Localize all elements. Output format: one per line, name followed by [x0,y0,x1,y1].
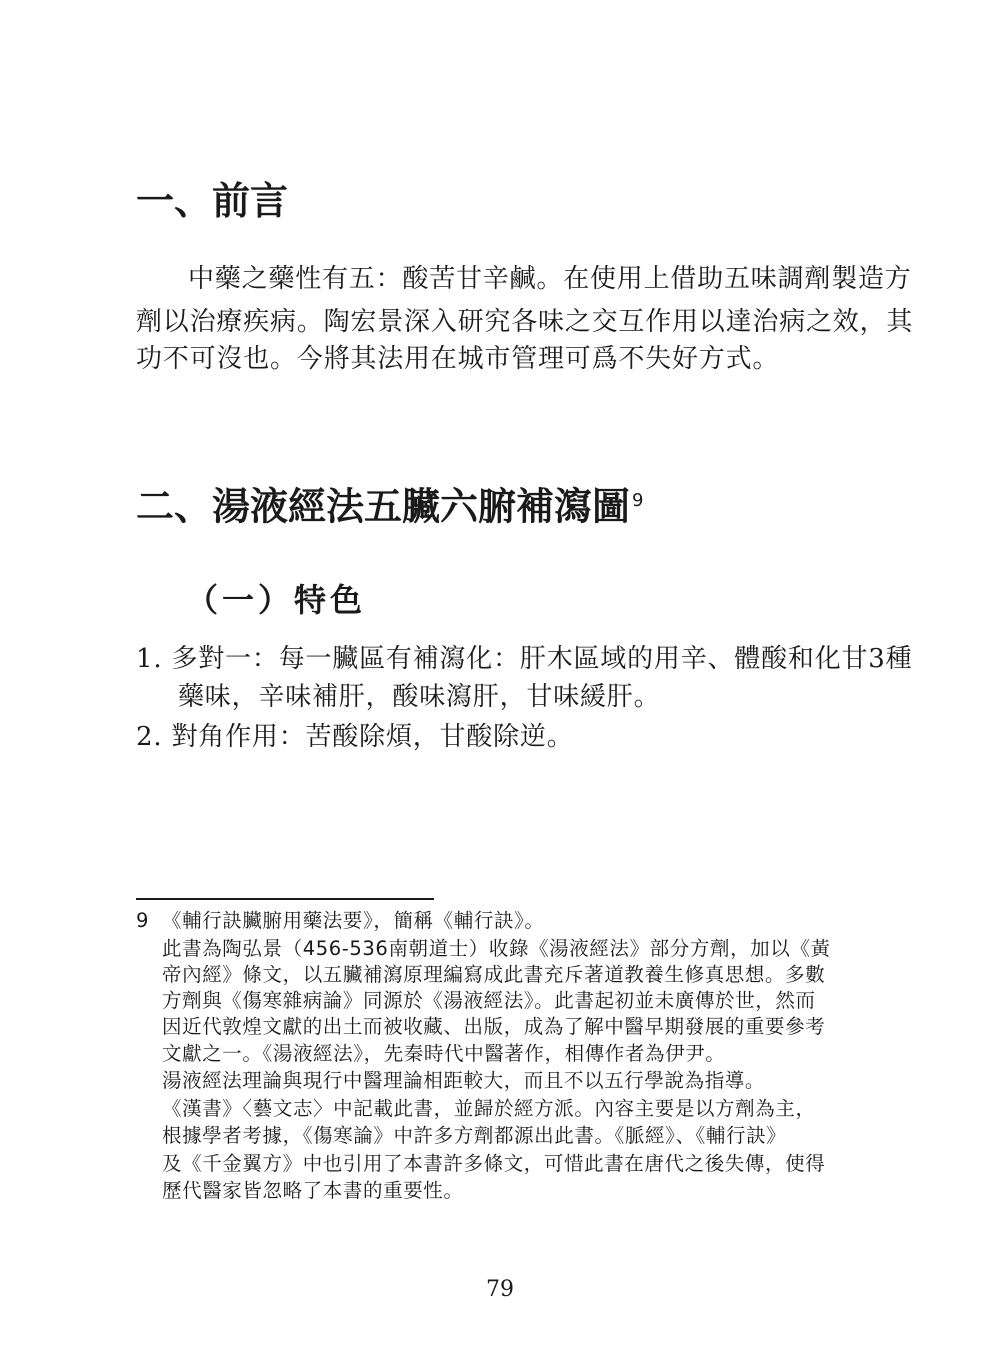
list-item-1-continuation: 藥味，辛味補肝，酸味瀉肝，甘味緩肝。 [178,682,661,712]
footnote-number: 9 [136,909,150,932]
list-number: 2. [136,722,163,752]
list-number: 1. [136,644,163,674]
paragraph-line-1: 中藥之藥性有五：酸苦甘辛鹹。在使用上借助五味調劑製造方 [188,264,912,294]
footnote-line: 湯液經法理論與現行中醫理論相距較大，而且不以五行學說為指導。 [162,1069,766,1092]
section-1-heading: 一、前言 [136,179,289,223]
list-text: 多對一：每一臟區有補瀉化：肝木區域的用辛、體酸和化甘3種 [171,644,913,674]
paragraph-line-2: 劑以治療疾病。陶宏景深入研究各味之交互作用以達治病之效，其 [136,307,914,337]
footnote-divider [136,898,434,900]
footnote-line: 《輔行訣臟腑用藥法要》，簡稱《輔行訣》。 [162,909,545,932]
footnote-line: 此書為陶弘景（456-536南朝道士）收錄《湯液經法》部分方劑，加以《黃 [162,937,831,960]
footnote-line: 因近代敦煌文獻的出土而被收藏、出版，成為了解中醫早期發展的重要參考 [162,1015,826,1038]
footnote-line: 《漢書》〈藝文志〉中記載此書，並歸於經方派。內容主要是以方劑為主， [162,1097,816,1120]
section-2-heading-text: 二、湯液經法五臟六腑補瀉圖 [136,484,631,529]
list-text: 對角作用：苦酸除煩，甘酸除逆。 [171,722,574,752]
list-item-1 [136,642,912,676]
footnote-line: 帝內經》條文，以五臟補瀉原理編寫成此書充斥著道教養生修真思想。多數 [162,963,826,986]
page-number: 79 [486,1277,514,1302]
footnote-line: 歷代醫家皆忽略了本書的重要性。 [162,1179,464,1202]
footnote-line: 根據學者考據，《傷寒論》中許多方劑都源出此書。《脈經》、《輔行訣》 [162,1124,787,1147]
footnote-line: 文獻之一。《湯液經法》，先秦時代中醫著作，相傳作者為伊尹。 [162,1042,726,1065]
footnote-line: 方劑與《傷寒雜病論》同源於《湯液經法》。此書起初並未廣傳於世，然而 [162,989,816,1012]
section-2-heading [136,478,643,530]
list-item-2 [136,720,574,754]
footnote-ref: 9 [632,490,644,511]
paragraph-line-3: 功不可沒也。今將其法用在城市管理可爲不失好方式。 [136,344,780,374]
subheading: （一）特色 [186,581,367,619]
footnote-line: 及《千金翼方》中也引用了本書許多條文，可惜此書在唐代之後失傳，使得 [162,1152,826,1175]
